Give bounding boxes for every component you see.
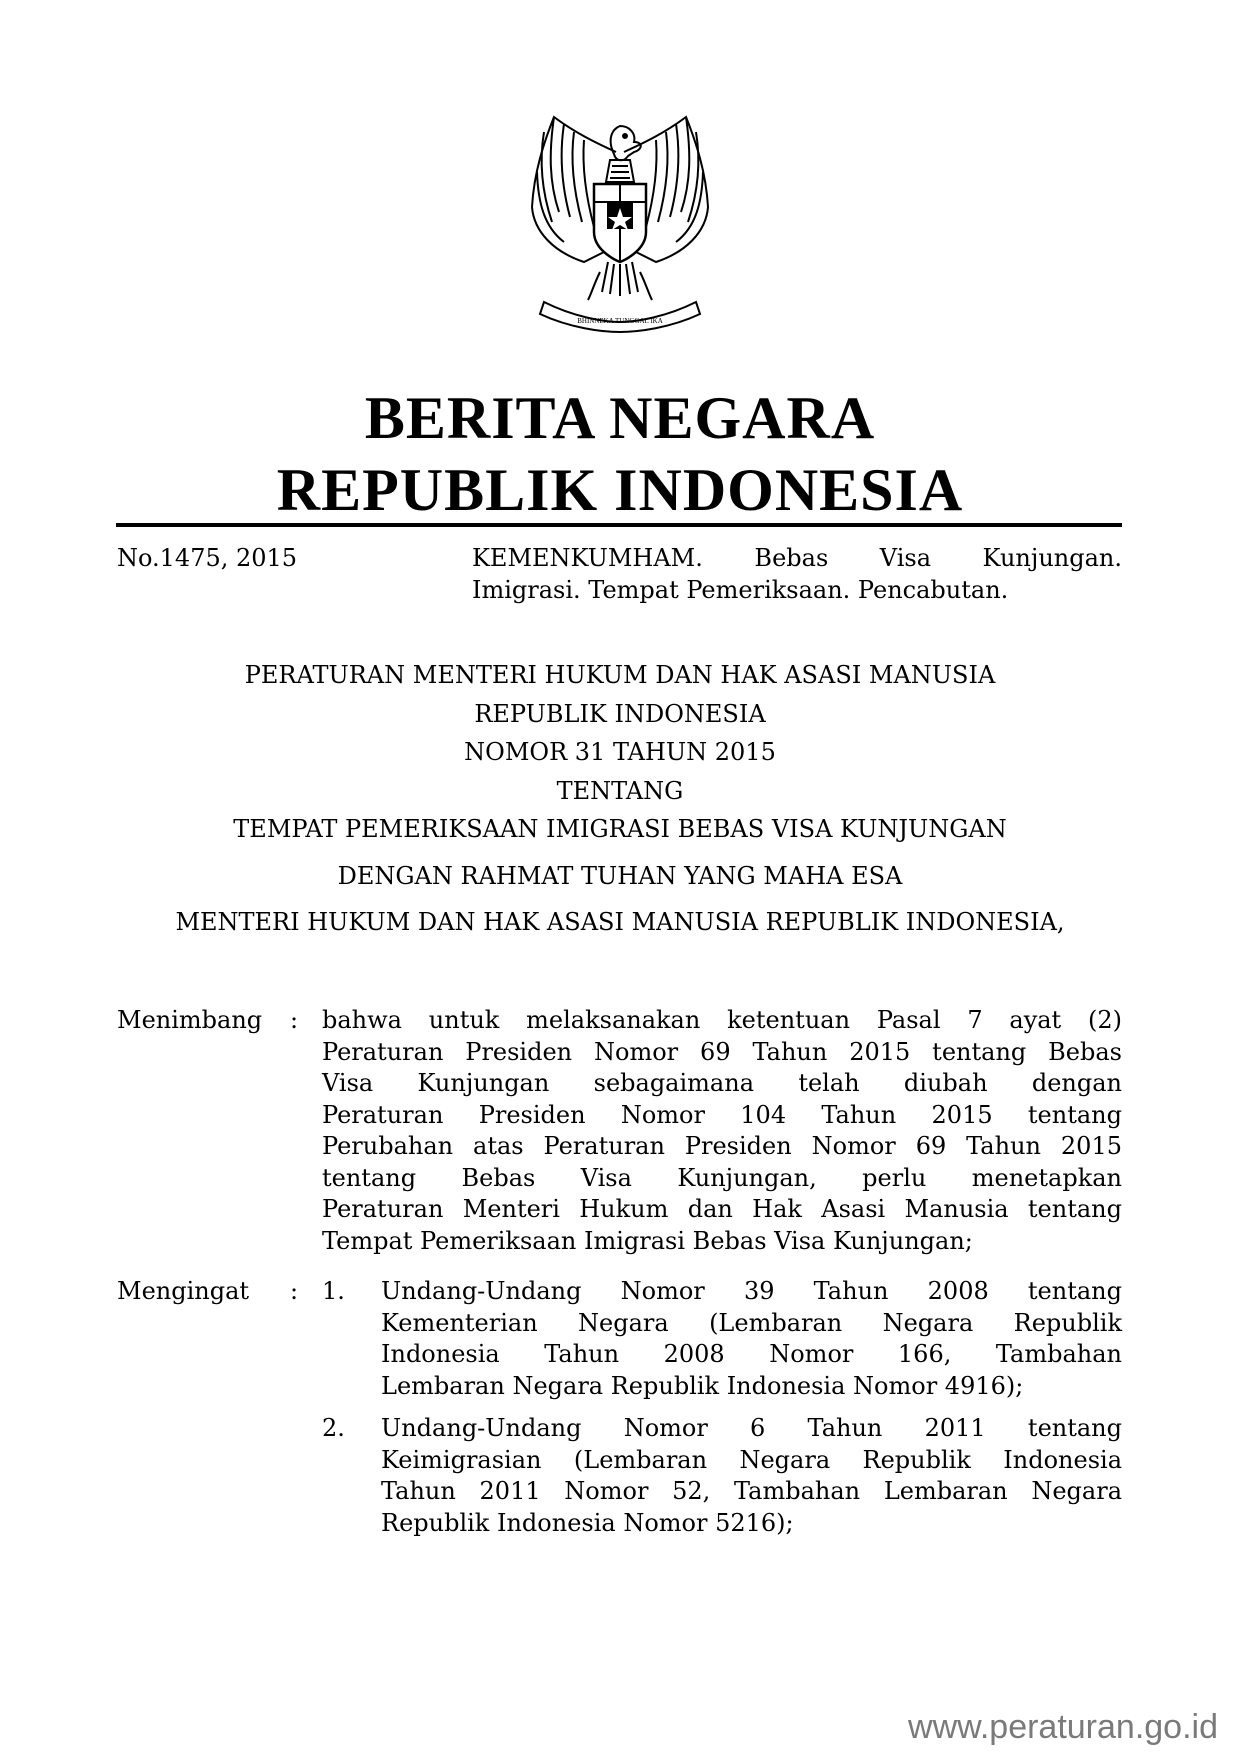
mengingat-line: Undang-Undang Nomor 39 Tahun 2008 tentang	[381, 1277, 1122, 1305]
menimbang-line: Peraturan Presiden Nomor 104 Tahun 2015 tentang	[322, 1100, 1122, 1129]
mengingat-item-2	[381, 1413, 1122, 1539]
menimbang-paragraph	[322, 1005, 1122, 1257]
title-line-5: TEMPAT PEMERIKSAAN IMIGRASI BEBAS VISA KUNJUNGAN	[233, 815, 1007, 843]
mengingat-line: Keimigrasian (Lembaran Negara Republik Indonesia	[381, 1445, 1122, 1474]
title-line-7: MENTERI HUKUM DAN HAK ASASI MANUSIA REPUBLIK INDONESIA,	[175, 908, 1065, 936]
menimbang-line: Visa Kunjungan sebagaimana telah diubah dengan	[322, 1069, 1122, 1097]
mengingat-line: Tahun 2011 Nomor 52, Tambahan Lembaran Negara	[381, 1477, 1122, 1505]
title-line-3: NOMOR 31 TAHUN 2015	[464, 738, 776, 766]
title-line-2: REPUBLIK INDONESIA	[474, 699, 766, 728]
masthead-subtitle: REPUBLIK INDONESIA	[276, 457, 964, 523]
regulation-title	[0, 660, 1240, 946]
mengingat-item-number: 1.	[322, 1277, 345, 1305]
title-line-4: TENTANG	[556, 776, 684, 805]
menimbang-line: Tempat Pemeriksaan Imigrasi Bebas Visa Kunjungan;	[322, 1226, 973, 1255]
menimbang-colon: :	[290, 1006, 299, 1034]
footer-url[interactable]: www.peraturan.go.id	[908, 1708, 1218, 1746]
subject-line-2: Imigrasi. Tempat Pemeriksaan. Pencabutan.	[472, 575, 1009, 604]
mengingat-line: Indonesia Tahun 2008 Nomor 166, Tambahan	[381, 1340, 1122, 1368]
title-line-1: PERATURAN MENTERI HUKUM DAN HAK ASASI MANUSIA	[244, 661, 996, 689]
emblem-motto: BHINNEKA TUNGGAL IKA	[577, 317, 663, 325]
menimbang-line: bahwa untuk melaksanakan ketentuan Pasal 7 ayat (2)	[322, 1006, 1122, 1034]
mengingat-item-number: 2.	[322, 1414, 345, 1442]
title-line-6: DENGAN RAHMAT TUHAN YANG MAHA ESA	[337, 861, 903, 890]
mengingat-line: Republik Indonesia Nomor 5216);	[381, 1508, 794, 1537]
subject-line-1: KEMENKUMHAM. Bebas Visa Kunjungan.	[472, 544, 1122, 572]
menimbang-line: Peraturan Menteri Hukum dan Hak Asasi Manusia tentang	[322, 1195, 1122, 1223]
menimbang-line: tentang Bebas Visa Kunjungan, perlu menetapkan	[322, 1163, 1122, 1192]
mengingat-colon: :	[290, 1277, 299, 1305]
menimbang-label: Menimbang	[117, 1006, 263, 1034]
mengingat-line: Kementerian Negara (Lembaran Negara Republik	[381, 1308, 1122, 1337]
mengingat-line: Lembaran Negara Republik Indonesia Nomor 4916);	[381, 1371, 1024, 1400]
gazette-subject	[472, 543, 1122, 606]
menimbang-line: Perubahan atas Peraturan Presiden Nomor 69 Tahun 2015	[322, 1132, 1122, 1160]
garuda-emblem-icon	[504, 112, 736, 334]
masthead-divider	[116, 523, 1122, 527]
mengingat-label: Mengingat	[117, 1277, 250, 1305]
masthead-title: BERITA NEGARA	[364, 385, 876, 451]
gazette-number: No.1475, 2015	[117, 544, 298, 572]
mengingat-item-1	[381, 1276, 1122, 1402]
mengingat-line: Undang-Undang Nomor 6 Tahun 2011 tentang	[381, 1414, 1122, 1442]
menimbang-line: Peraturan Presiden Nomor 69 Tahun 2015 tentang Bebas	[322, 1037, 1122, 1066]
